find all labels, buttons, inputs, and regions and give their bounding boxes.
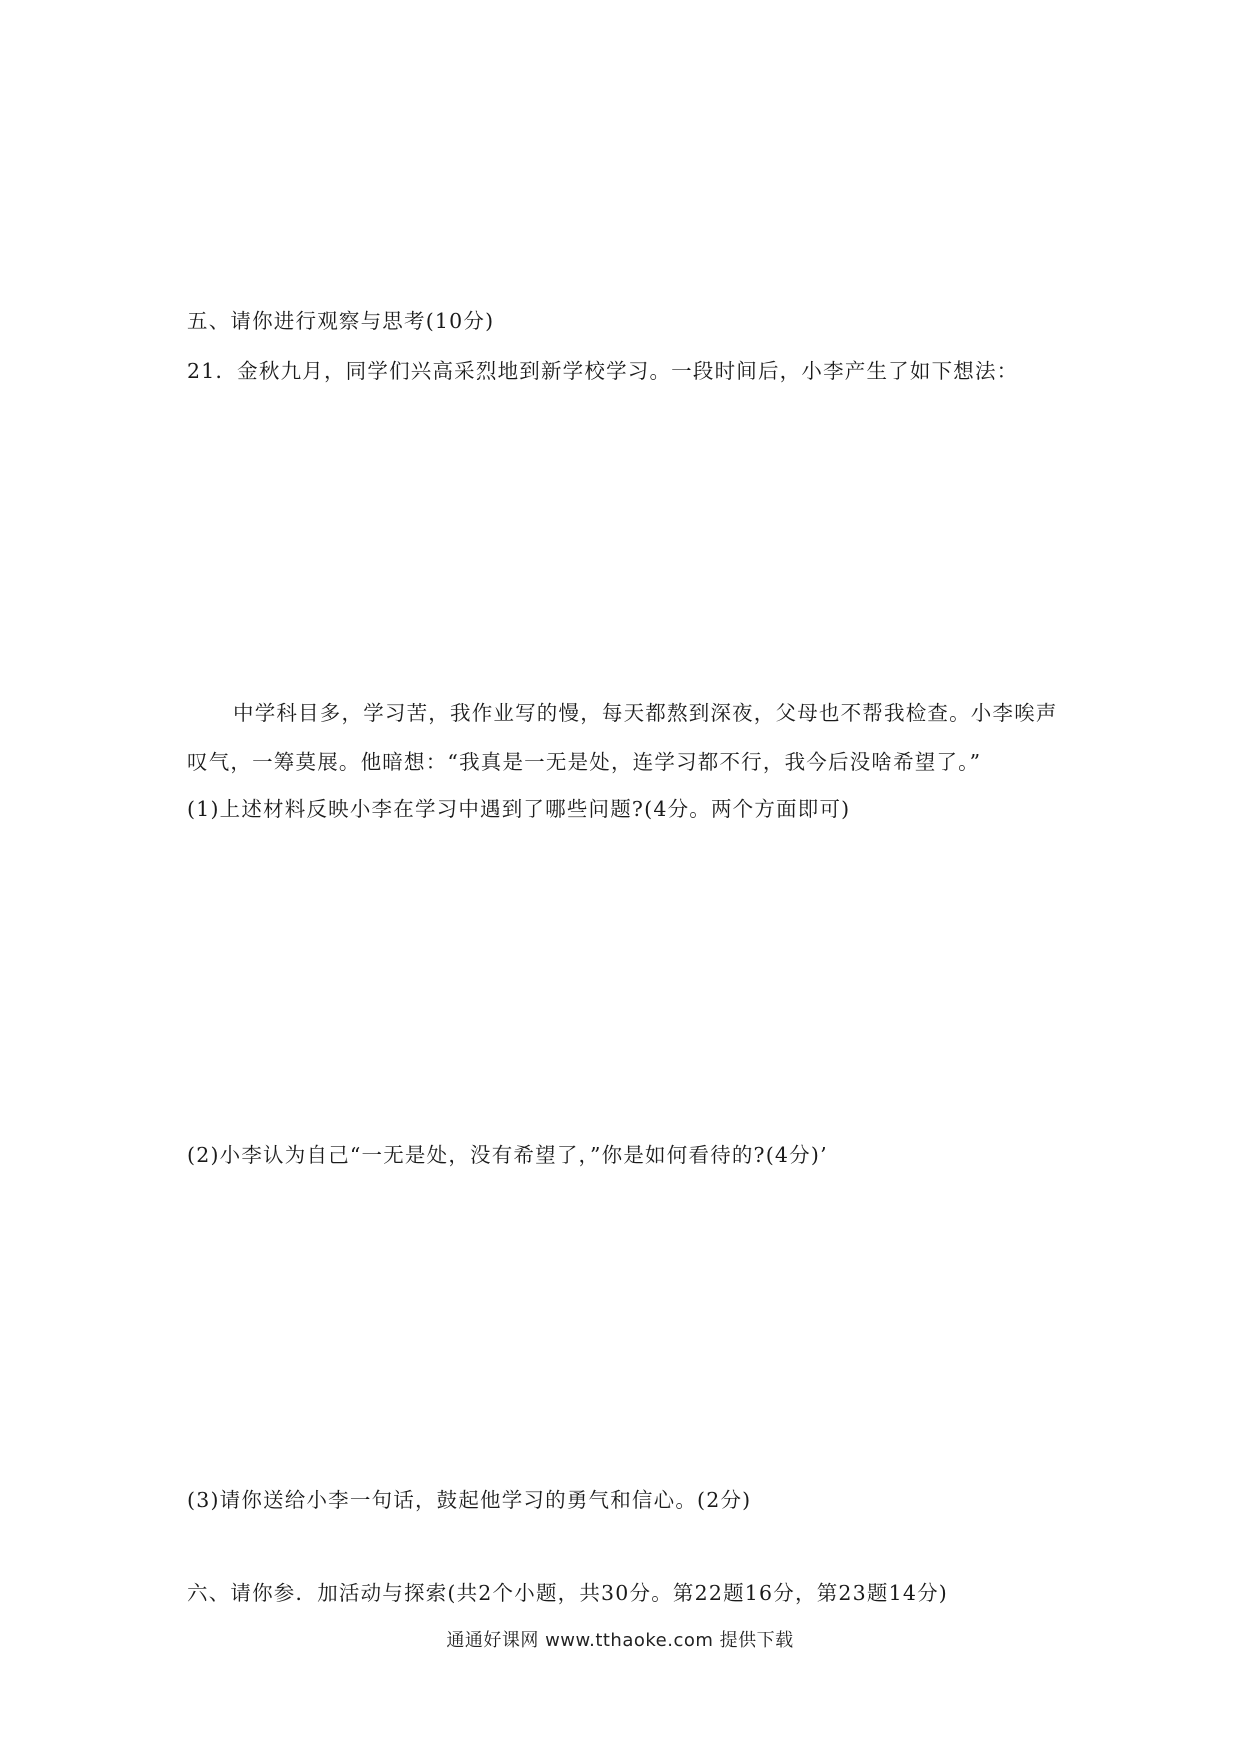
- question-21-material-line-1: 中学科目多，学习苦，我作业写的慢，每天都熬到深夜，父母也不帮我检查。小李唉声: [233, 701, 1058, 725]
- section-5-heading: 五、请你进行观察与思考(10分): [187, 309, 495, 333]
- question-21-sub-1: (1)上述材料反映小李在学习中遇到了哪些问题?(4分。两个方面即可): [187, 797, 851, 821]
- question-21-stem: 21．金秋九月，同学们兴高采烈地到新学校学习。一段时间后，小李产生了如下想法：: [187, 359, 1019, 383]
- page-footer: 通通好课网 www.tthaoke.com 提供下载: [446, 1630, 794, 1651]
- question-21-sub-2: (2)小李认为自己“一无是处，没有希望了，”你是如何看待的?(4分)’: [187, 1143, 828, 1167]
- question-21-sub-3: (3)请你送给小李一句话，鼓起他学习的勇气和信心。(2分): [187, 1488, 752, 1512]
- section-6-heading: 六、请你参．加活动与探索(共2个小题，共30分。第22题16分，第23题14分): [187, 1581, 948, 1605]
- question-21-material-line-2: 叹气，一筹莫展。他暗想：“我真是一无是处，连学习都不行，我今后没啥希望了。”: [187, 750, 982, 774]
